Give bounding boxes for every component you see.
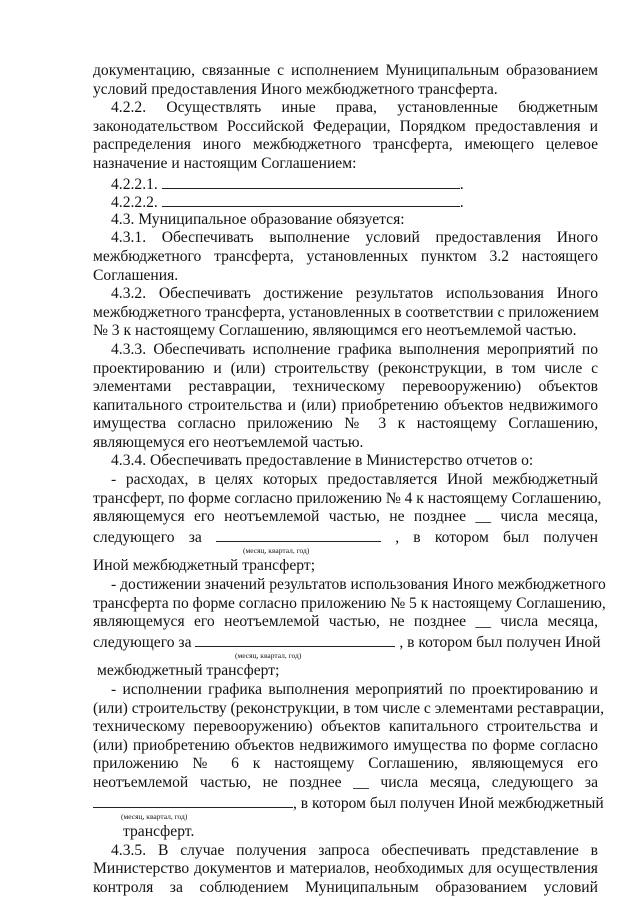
- text-line: условий предоставления Иного межбюджетного трансферта.: [93, 80, 498, 98]
- text-line: Соглашения.: [93, 266, 179, 284]
- text-line: межбюджетного трансферта, установленных пунктом 3.2 настоящего: [93, 247, 598, 265]
- text-line: законодательством Российской Федерации, Порядком предоставления и: [93, 117, 598, 135]
- text-line: межбюджетного трансферта, установленных в соответствии с приложением: [93, 303, 599, 321]
- text-line: являющемуся его неотъемлемой частью.: [93, 433, 364, 451]
- blank-caption: [93, 811, 598, 823]
- text-line: техническому перевооружению) объектов капитального строительства и: [93, 718, 598, 736]
- deadline-line: [93, 527, 598, 546]
- text-line: трансферт, по форме согласно приложению № 4 к настоящему Соглашению,: [93, 489, 602, 507]
- blank-caption: [93, 545, 598, 557]
- fill-in-blank: [93, 793, 293, 808]
- text-line: являющемуся его неотъемлемой частью, не позднее __ числа месяца,: [93, 613, 598, 631]
- document-body: [93, 62, 606, 898]
- clause-number: 4.2.2.2.: [111, 194, 158, 212]
- clause-4-3-5: 4.3.5. В случае получения запроса обеспечивать представление в: [111, 841, 598, 859]
- deadline-line: [93, 793, 604, 812]
- clause-4-2-2: 4.2.2. Осуществлять иные права, установленные бюджетным: [111, 99, 598, 117]
- text-line: приложению № 6 к настоящему Соглашению, являющемуся его: [93, 755, 598, 773]
- text-line: капитального строительства и (или) приобретению объектов недвижимого: [93, 396, 598, 414]
- clause-4-3: 4.3. Муниципальное образование обязуется:: [111, 210, 405, 228]
- caption-text: (месяц, квартал, год): [235, 651, 302, 661]
- text-line: трансферт.: [123, 823, 195, 841]
- deadline-suffix: , в котором был получен Иной межбюджетный: [293, 794, 604, 812]
- bullet-schedule: - исполнении графика выполнения мероприятий по проектированию и: [111, 681, 598, 698]
- deadline-prefix: следующего за: [93, 528, 202, 546]
- fill-in-blank: [195, 632, 395, 647]
- deadline-prefix: следующего за: [93, 633, 192, 651]
- text-line: элементами реставрации, техническому перевооружению) объектов: [93, 378, 598, 396]
- bullet-results: - достижении значений результатов использования Иного межбюджетного: [111, 576, 606, 594]
- text-line: имущества согласно приложению № 3 к настоящему Соглашению,: [93, 415, 598, 433]
- text-line: (или) строительству (реконструкции, в том числе с элементами реставрации,: [93, 699, 604, 717]
- text-line: трансферта по форме согласно приложению № 5 к настоящему Соглашению,: [93, 594, 606, 612]
- text-line: проектированию и (или) строительству (реконструкции, в том числе с: [93, 359, 598, 377]
- bullet-expenses: - расходах, в целях которых предоставляется Иной межбюджетный: [111, 471, 598, 489]
- clause-4-2-2-2: 4.2.2.2. .: [111, 194, 464, 212]
- text-line: неотъемлемой частью, не позднее __ числа месяца, следующего за: [93, 773, 598, 791]
- text-line: назначение и настоящим Соглашением:: [93, 154, 357, 172]
- text-line: межбюджетный трансферт;: [97, 662, 280, 680]
- blank-caption: [93, 650, 598, 662]
- clause-number: 4.2.2.1.: [111, 175, 158, 193]
- text-line: распределения иного межбюджетного трансферта, имеющего целевое: [93, 136, 598, 154]
- clause-4-3-3: 4.3.3. Обеспечивать исполнение графика выполнения мероприятий по: [111, 340, 598, 358]
- text-line: (или) приобретению объектов недвижимого имущества по форме согласно: [93, 736, 598, 754]
- clause-4-3-4: 4.3.4. Обеспечивать предоставление в Министерство отчетов о:: [111, 452, 534, 470]
- text-line: документацию, связанные с исполнением Муниципальным образованием: [93, 62, 598, 79]
- text-line: контроля за соблюдением Муниципальным образованием условий: [93, 878, 598, 896]
- clause-4-3-2: 4.3.2. Обеспечивать достижение результатов использования Иного: [111, 285, 598, 303]
- deadline-suffix: , в котором был получен: [395, 528, 599, 546]
- caption-text: (месяц, квартал, год): [121, 812, 188, 822]
- fill-in-blank: [162, 192, 460, 207]
- fill-in-blank: [216, 527, 381, 542]
- text-line: Иной межбюджетный трансферт;: [93, 557, 316, 575]
- text-line: являющемуся его неотъемлемой частью, не позднее __ числа месяца,: [93, 508, 598, 526]
- deadline-line: [93, 632, 601, 651]
- clause-4-2-2-1: 4.2.2.1. .: [111, 175, 464, 193]
- caption-text: (месяц, квартал, год): [243, 546, 310, 556]
- deadline-suffix: , в котором был получен Иной: [399, 633, 601, 651]
- fill-in-blank: [162, 174, 460, 189]
- text-line: № 3 к настоящему Соглашению, являющимся его неотъемлемой частью.: [93, 322, 577, 340]
- clause-4-3-1: 4.3.1. Обеспечивать выполнение условий предоставления Иного: [111, 229, 598, 247]
- text-line: Министерство документов и материалов, необходимых для осуществления: [93, 860, 598, 878]
